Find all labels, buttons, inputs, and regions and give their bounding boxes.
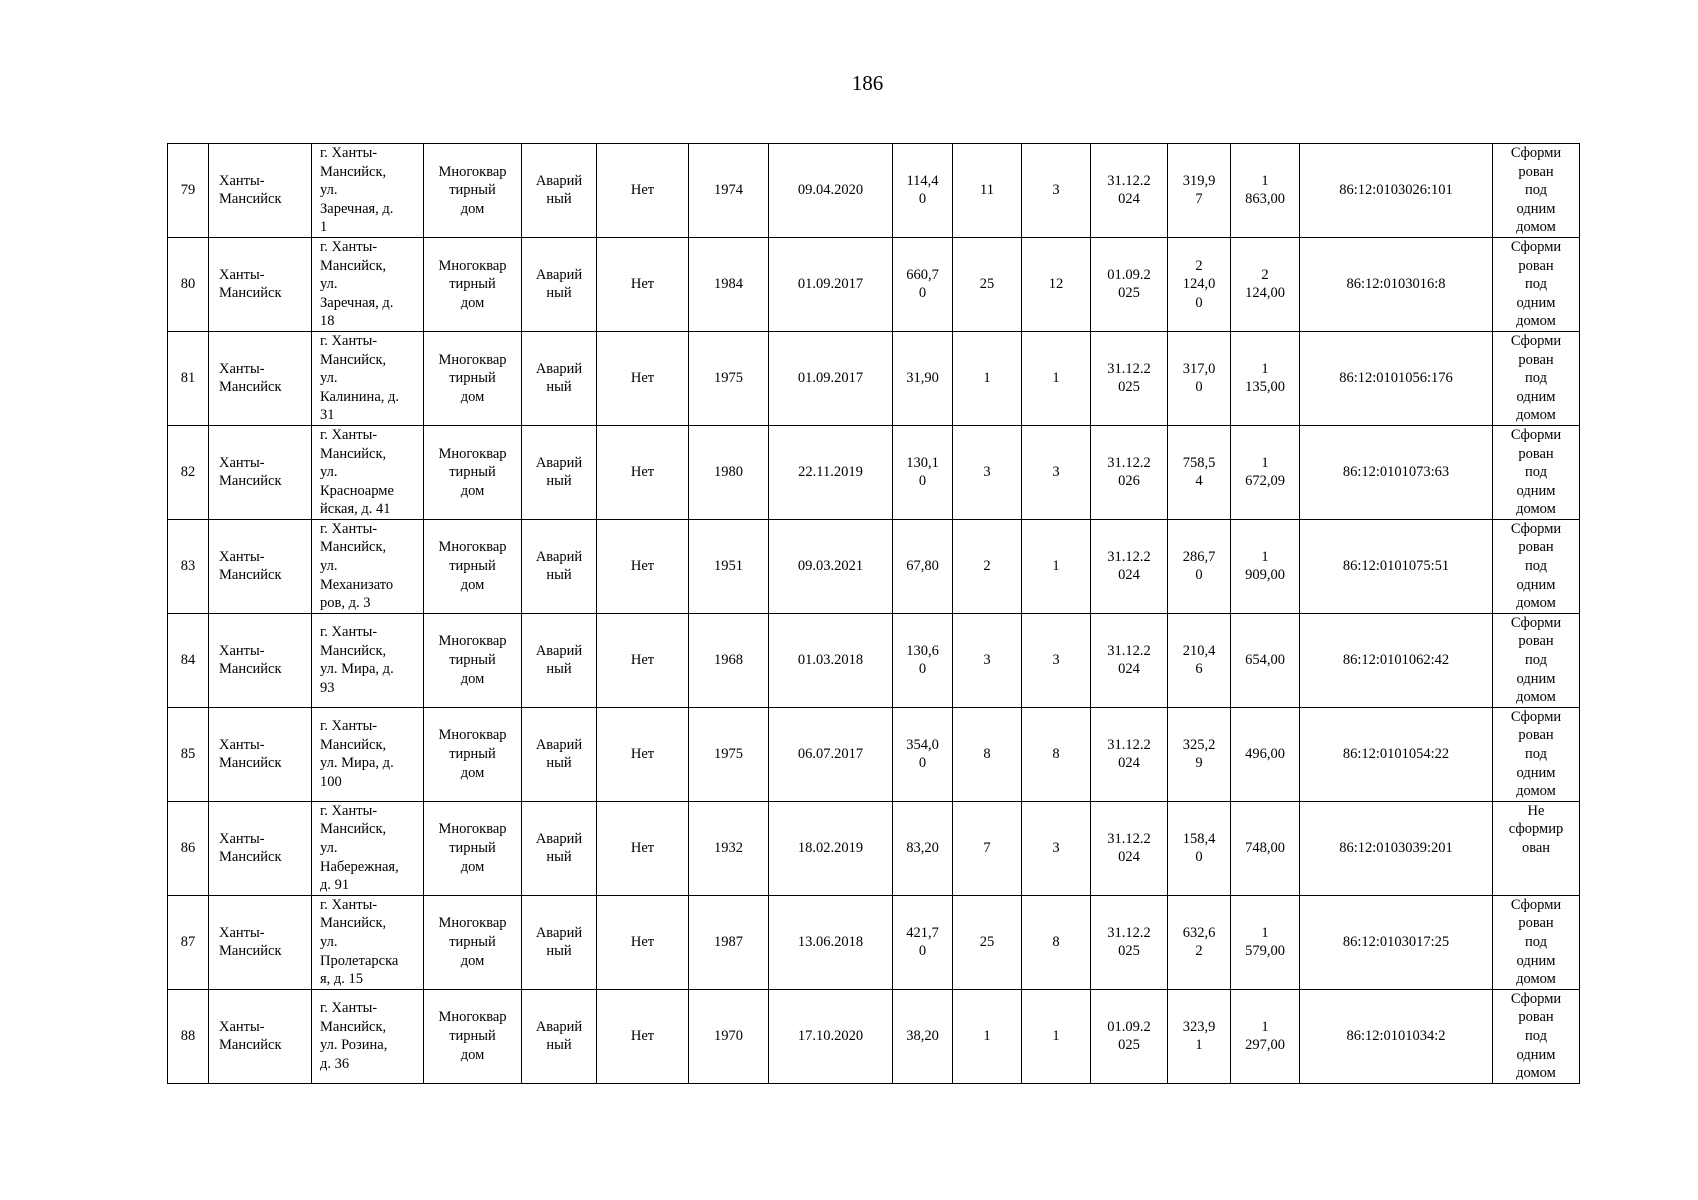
cost-cell: 1 135,00 xyxy=(1231,331,1300,425)
deadline-cell: 31.12.2 024 xyxy=(1091,707,1168,801)
area-cell: 114,4 0 xyxy=(893,144,953,238)
cost-cell: 1 297,00 xyxy=(1231,989,1300,1083)
city-cell: Ханты- Мансийск xyxy=(209,519,312,613)
condition-cell: Аварий ный xyxy=(522,895,597,989)
cadastral-number-cell: 86:12:0103016:8 xyxy=(1300,237,1493,331)
city-cell: Ханты- Мансийск xyxy=(209,237,312,331)
row-number-cell: 83 xyxy=(168,519,209,613)
status-cell: Сформи рован под одним домом xyxy=(1493,707,1580,801)
building-type-cell: Многоквар тирный дом xyxy=(424,144,522,238)
year-built-cell: 1932 xyxy=(689,801,769,895)
address-cell: г. Ханты- Мансийск, ул. Пролетарска я, д. 15 xyxy=(312,895,424,989)
count-cell: 1 xyxy=(1022,519,1091,613)
cadastral-number-cell: 86:12:0101056:176 xyxy=(1300,331,1493,425)
area-cell: 758,5 4 xyxy=(1168,425,1231,519)
flag-cell: Нет xyxy=(597,613,689,707)
status-cell: Сформи рован под одним домом xyxy=(1493,613,1580,707)
building-type-cell: Многоквар тирный дом xyxy=(424,237,522,331)
count-cell: 1 xyxy=(953,989,1022,1083)
status-cell: Сформи рован под одним домом xyxy=(1493,331,1580,425)
table-row xyxy=(168,801,1580,895)
flag-cell: Нет xyxy=(597,144,689,238)
row-number-cell: 85 xyxy=(168,707,209,801)
area-cell: 323,9 1 xyxy=(1168,989,1231,1083)
city-cell: Ханты- Мансийск xyxy=(209,801,312,895)
building-type-cell: Многоквар тирный дом xyxy=(424,613,522,707)
year-built-cell: 1970 xyxy=(689,989,769,1083)
deadline-cell: 31.12.2 024 xyxy=(1091,613,1168,707)
city-cell: Ханты- Мансийск xyxy=(209,895,312,989)
count-cell: 11 xyxy=(953,144,1022,238)
flag-cell: Нет xyxy=(597,707,689,801)
condition-cell: Аварий ный xyxy=(522,144,597,238)
address-cell: г. Ханты- Мансийск, ул. Механизато ров, д. 3 xyxy=(312,519,424,613)
count-cell: 1 xyxy=(1022,989,1091,1083)
address-cell: г. Ханты- Мансийск, ул. Набережная, д. 91 xyxy=(312,801,424,895)
recognition-date-cell: 01.03.2018 xyxy=(769,613,893,707)
area-cell: 660,7 0 xyxy=(893,237,953,331)
cadastral-number-cell: 86:12:0103026:101 xyxy=(1300,144,1493,238)
deadline-cell: 31.12.2 024 xyxy=(1091,144,1168,238)
condition-cell: Аварий ный xyxy=(522,801,597,895)
flag-cell: Нет xyxy=(597,895,689,989)
area-cell: 130,1 0 xyxy=(893,425,953,519)
area-cell: 38,20 xyxy=(893,989,953,1083)
count-cell: 1 xyxy=(1022,331,1091,425)
deadline-cell: 01.09.2 025 xyxy=(1091,989,1168,1083)
cost-cell: 1 579,00 xyxy=(1231,895,1300,989)
table-row xyxy=(168,707,1580,801)
address-cell: г. Ханты- Мансийск, ул. Розина, д. 36 xyxy=(312,989,424,1083)
count-cell: 3 xyxy=(953,425,1022,519)
count-cell: 3 xyxy=(1022,425,1091,519)
deadline-cell: 31.12.2 024 xyxy=(1091,801,1168,895)
area-cell: 83,20 xyxy=(893,801,953,895)
flag-cell: Нет xyxy=(597,519,689,613)
table-row xyxy=(168,989,1580,1083)
table-row xyxy=(168,613,1580,707)
deadline-cell: 31.12.2 025 xyxy=(1091,895,1168,989)
building-type-cell: Многоквар тирный дом xyxy=(424,425,522,519)
count-cell: 8 xyxy=(1022,707,1091,801)
cadastral-number-cell: 86:12:0101034:2 xyxy=(1300,989,1493,1083)
city-cell: Ханты- Мансийск xyxy=(209,707,312,801)
cost-cell: 1 909,00 xyxy=(1231,519,1300,613)
cadastral-number-cell: 86:12:0101073:63 xyxy=(1300,425,1493,519)
year-built-cell: 1980 xyxy=(689,425,769,519)
recognition-date-cell: 13.06.2018 xyxy=(769,895,893,989)
building-type-cell: Многоквар тирный дом xyxy=(424,801,522,895)
area-cell: 325,2 9 xyxy=(1168,707,1231,801)
cadastral-number-cell: 86:12:0103017:25 xyxy=(1300,895,1493,989)
condition-cell: Аварий ный xyxy=(522,707,597,801)
row-number-cell: 82 xyxy=(168,425,209,519)
condition-cell: Аварий ный xyxy=(522,519,597,613)
recognition-date-cell: 09.03.2021 xyxy=(769,519,893,613)
cost-cell: 1 672,09 xyxy=(1231,425,1300,519)
flag-cell: Нет xyxy=(597,425,689,519)
recognition-date-cell: 09.04.2020 xyxy=(769,144,893,238)
city-cell: Ханты- Мансийск xyxy=(209,989,312,1083)
area-cell: 31,90 xyxy=(893,331,953,425)
flag-cell: Нет xyxy=(597,237,689,331)
count-cell: 3 xyxy=(953,613,1022,707)
row-number-cell: 79 xyxy=(168,144,209,238)
recognition-date-cell: 17.10.2020 xyxy=(769,989,893,1083)
flag-cell: Нет xyxy=(597,331,689,425)
city-cell: Ханты- Мансийск xyxy=(209,613,312,707)
area-cell: 210,4 6 xyxy=(1168,613,1231,707)
count-cell: 25 xyxy=(953,895,1022,989)
building-type-cell: Многоквар тирный дом xyxy=(424,707,522,801)
table-row xyxy=(168,519,1580,613)
count-cell: 1 xyxy=(953,331,1022,425)
city-cell: Ханты- Мансийск xyxy=(209,144,312,238)
table-row xyxy=(168,331,1580,425)
row-number-cell: 87 xyxy=(168,895,209,989)
recognition-date-cell: 06.07.2017 xyxy=(769,707,893,801)
area-cell: 67,80 xyxy=(893,519,953,613)
city-cell: Ханты- Мансийск xyxy=(209,425,312,519)
row-number-cell: 81 xyxy=(168,331,209,425)
flag-cell: Нет xyxy=(597,989,689,1083)
count-cell: 3 xyxy=(1022,613,1091,707)
area-cell: 2 124,0 0 xyxy=(1168,237,1231,331)
condition-cell: Аварий ный xyxy=(522,331,597,425)
row-number-cell: 86 xyxy=(168,801,209,895)
row-number-cell: 84 xyxy=(168,613,209,707)
year-built-cell: 1987 xyxy=(689,895,769,989)
year-built-cell: 1975 xyxy=(689,331,769,425)
area-cell: 354,0 0 xyxy=(893,707,953,801)
building-type-cell: Многоквар тирный дом xyxy=(424,895,522,989)
cadastral-number-cell: 86:12:0101062:42 xyxy=(1300,613,1493,707)
page-number: 186 xyxy=(851,71,884,95)
area-cell: 421,7 0 xyxy=(893,895,953,989)
recognition-date-cell: 01.09.2017 xyxy=(769,331,893,425)
status-cell: Сформи рован под одним домом xyxy=(1493,519,1580,613)
cadastral-number-cell: 86:12:0103039:201 xyxy=(1300,801,1493,895)
deadline-cell: 31.12.2 026 xyxy=(1091,425,1168,519)
area-cell: 317,0 0 xyxy=(1168,331,1231,425)
count-cell: 25 xyxy=(953,237,1022,331)
status-cell: Не сформир ован xyxy=(1493,801,1580,895)
cost-cell: 1 863,00 xyxy=(1231,144,1300,238)
row-number-cell: 80 xyxy=(168,237,209,331)
cost-cell: 748,00 xyxy=(1231,801,1300,895)
status-cell: Сформи рован под одним домом xyxy=(1493,144,1580,238)
recognition-date-cell: 01.09.2017 xyxy=(769,237,893,331)
table-row xyxy=(168,895,1580,989)
deadline-cell: 01.09.2 025 xyxy=(1091,237,1168,331)
area-cell: 286,7 0 xyxy=(1168,519,1231,613)
recognition-date-cell: 18.02.2019 xyxy=(769,801,893,895)
condition-cell: Аварий ный xyxy=(522,425,597,519)
table-row xyxy=(168,237,1580,331)
cost-cell: 654,00 xyxy=(1231,613,1300,707)
count-cell: 2 xyxy=(953,519,1022,613)
count-cell: 3 xyxy=(1022,144,1091,238)
address-cell: г. Ханты- Мансийск, ул. Мира, д. 93 xyxy=(312,613,424,707)
table-body xyxy=(168,144,1580,1084)
count-cell: 8 xyxy=(1022,895,1091,989)
recognition-date-cell: 22.11.2019 xyxy=(769,425,893,519)
cost-cell: 496,00 xyxy=(1231,707,1300,801)
year-built-cell: 1984 xyxy=(689,237,769,331)
area-cell: 632,6 2 xyxy=(1168,895,1231,989)
building-type-cell: Многоквар тирный дом xyxy=(424,519,522,613)
cadastral-number-cell: 86:12:0101075:51 xyxy=(1300,519,1493,613)
condition-cell: Аварий ный xyxy=(522,237,597,331)
deadline-cell: 31.12.2 025 xyxy=(1091,331,1168,425)
status-cell: Сформи рован под одним домом xyxy=(1493,237,1580,331)
condition-cell: Аварий ный xyxy=(522,989,597,1083)
housing-registry-table xyxy=(167,143,1580,1084)
count-cell: 8 xyxy=(953,707,1022,801)
address-cell: г. Ханты- Мансийск, ул. Калинина, д. 31 xyxy=(312,331,424,425)
status-cell: Сформи рован под одним домом xyxy=(1493,895,1580,989)
year-built-cell: 1968 xyxy=(689,613,769,707)
status-cell: Сформи рован под одним домом xyxy=(1493,989,1580,1083)
year-built-cell: 1951 xyxy=(689,519,769,613)
condition-cell: Аварий ный xyxy=(522,613,597,707)
year-built-cell: 1975 xyxy=(689,707,769,801)
address-cell: г. Ханты- Мансийск, ул. Мира, д. 100 xyxy=(312,707,424,801)
count-cell: 12 xyxy=(1022,237,1091,331)
count-cell: 7 xyxy=(953,801,1022,895)
building-type-cell: Многоквар тирный дом xyxy=(424,331,522,425)
count-cell: 3 xyxy=(1022,801,1091,895)
year-built-cell: 1974 xyxy=(689,144,769,238)
cadastral-number-cell: 86:12:0101054:22 xyxy=(1300,707,1493,801)
flag-cell: Нет xyxy=(597,801,689,895)
area-cell: 158,4 0 xyxy=(1168,801,1231,895)
status-cell: Сформи рован под одним домом xyxy=(1493,425,1580,519)
building-type-cell: Многоквар тирный дом xyxy=(424,989,522,1083)
deadline-cell: 31.12.2 024 xyxy=(1091,519,1168,613)
table-row xyxy=(168,425,1580,519)
address-cell: г. Ханты- Мансийск, ул. Красноарме йская, д. 41 xyxy=(312,425,424,519)
table-row xyxy=(168,144,1580,238)
address-cell: г. Ханты- Мансийск, ул. Заречная, д. 18 xyxy=(312,237,424,331)
address-cell: г. Ханты- Мансийск, ул. Заречная, д. 1 xyxy=(312,144,424,238)
cost-cell: 2 124,00 xyxy=(1231,237,1300,331)
row-number-cell: 88 xyxy=(168,989,209,1083)
city-cell: Ханты- Мансийск xyxy=(209,331,312,425)
area-cell: 130,6 0 xyxy=(893,613,953,707)
area-cell: 319,9 7 xyxy=(1168,144,1231,238)
